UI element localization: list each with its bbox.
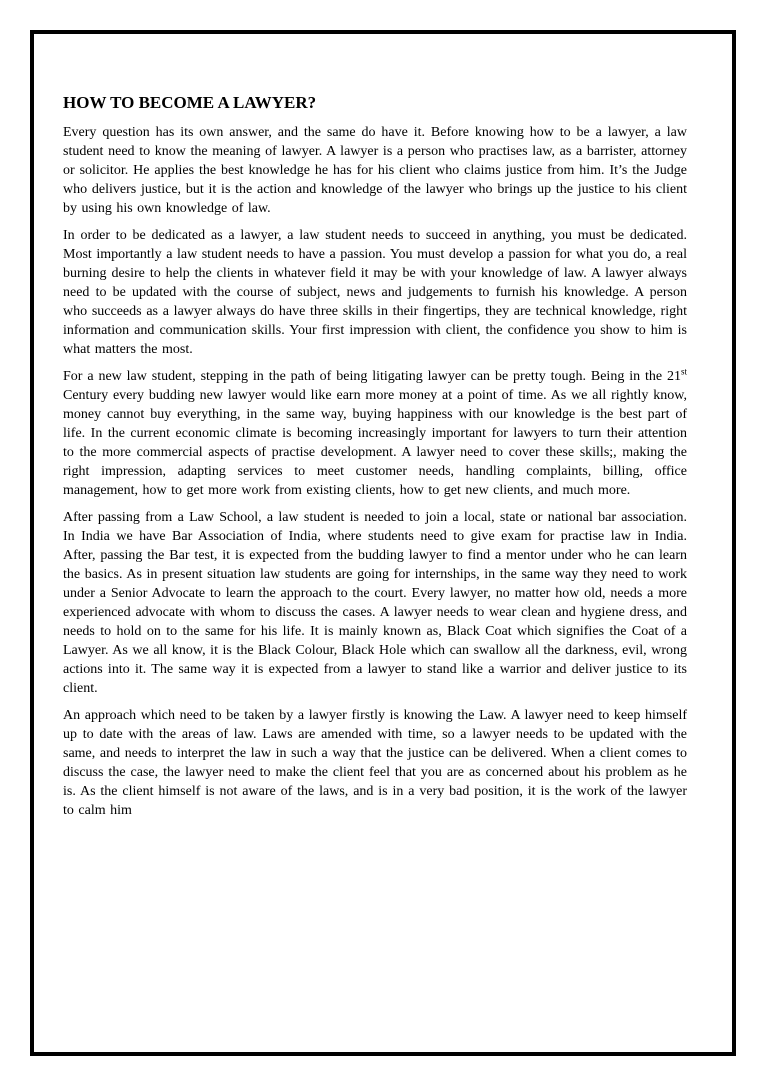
document-body [63,63,687,828]
superscript-st: st [680,366,687,377]
paragraph-4: After passing from a Law School, a law student is needed to join a local, state or national bar association. In India we have Bar Association of India, where students need to give exam for practise law in India. After, passing the Bar test, it is expected from the budding lawyer to find a mentor under who he can learn the basics. As in present situation law students are going for internships, in the same way they need to work under a Senior Advocate to learn the approach to the court. Every lawyer, no matter how old, needs a more experienced advocate with whom to discuss the cases. A lawyer needs to wear clean and hygiene dress, and needs to hold on to the same for his life. It is mainly known as, Black Coat which signifies the Coat of a Lawyer. As we all know, it is the Black Colour, Black Hole which can swallow all the darkness, evil, wrong actions into it. The same way it is expected from a lawyer to stand like a warrior and deliver justice to its client. [63,510,687,696]
paragraph-3-part2: Century every budding new lawyer would like earn more money at a point of time. As we all rightly know, money cannot buy everything, in the same way, buying happiness with our knowledge is the best part of life. In the current economic climate is becoming increasingly important for lawyers to turn their attention to the more commercial aspects of practise development. A lawyer need to cover these skills;, making the right impression, adapting services to meet customer needs, handling complaints, billing, office management, how to get more work from existing clients, how to get new clients, and much more. [63,388,687,498]
paragraph-5: An approach which need to be taken by a lawyer firstly is knowing the Law. A lawyer need to keep himself up to date with the areas of law. Laws are amended with time, so a lawyer needs to be updated with the same, and needs to interpret the law in such a way that the justice can be delivered. When a client comes to discuss the case, the lawyer need to make the client feel that you are as concerned about his problem as he is. As the client himself is not aware of the laws, and is in a very bad position, it is the work of the lawyer to calm him [63,708,687,818]
paragraph-1: Every question has its own answer, and the same do have it. Before knowing how to be a lawyer, a law student need to know the meaning of lawyer. A lawyer is a person who practises law, as a barrister, attorney or solicitor. He applies the best knowledge he has for his client who claims justice from him. It’s the Judge who delivers justice, but it is the action and knowledge of the lawyer who brings up the justice to his client by using his own knowledge of law. [63,125,687,216]
document-title: HOW TO BECOME A LAWYER? [63,93,317,112]
paragraph-2: In order to be dedicated as a lawyer, a law student needs to succeed in anything, you must be dedicated. Most importantly a law student needs to have a passion. You must develop a passion for what you do, a real burning desire to help the clients in whatever field it may be with your knowledge of law. A lawyer always need to be updated with the course of subject, news and judgements to furnish his knowledge. A person who succeeds as a lawyer always do have three skills in their fingertips, they are technical knowledge, right information and communication skills. Your first impression with client, the confidence you show to him is what matters the most. [63,228,687,357]
paragraph-3 [63,367,687,500]
paragraph-3-part1: For a new law student, stepping in the path of being litigating lawyer can be pretty tough. Being in the 21 [63,369,681,384]
